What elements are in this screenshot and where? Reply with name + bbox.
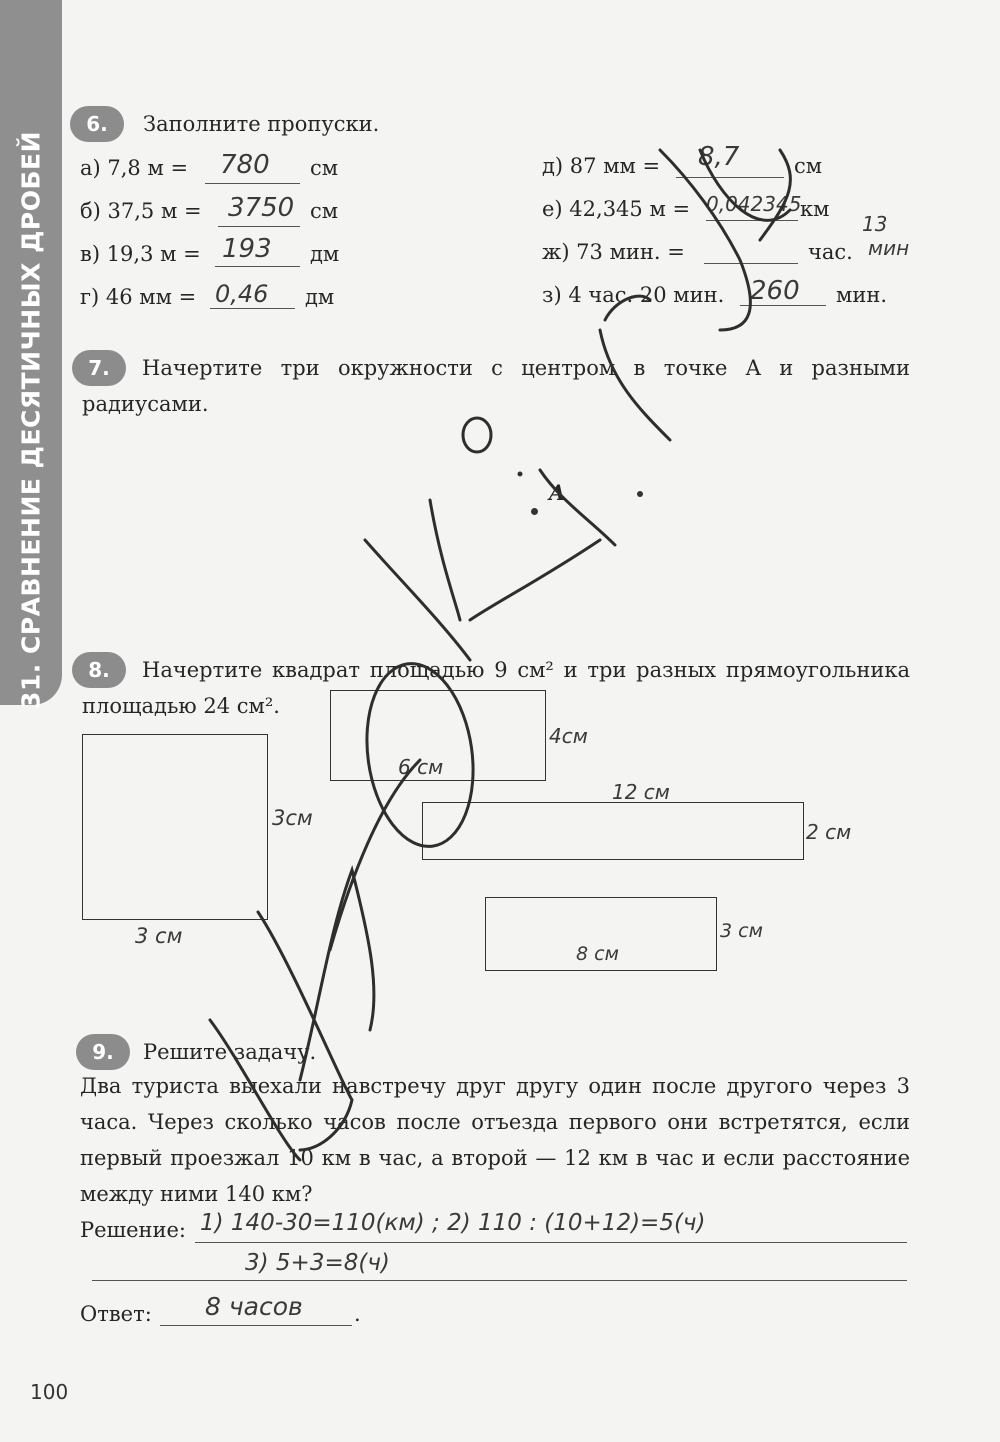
task6-item-d-blank[interactable] [210, 308, 295, 309]
task6-number-badge: 6. [70, 106, 124, 142]
task6-item-f-blank[interactable] [706, 220, 798, 221]
task6-item-e-unit: см [794, 154, 823, 178]
task6-note-min: мин [868, 236, 910, 260]
task6-item-e-label: д) 87 мм = [542, 154, 661, 178]
task6-item-h-unit: мин. [836, 283, 888, 307]
rect2-top-label: 12 см [612, 780, 670, 804]
section-sidebar [0, 0, 62, 710]
task6-note-13: 13 [862, 212, 888, 236]
task7-point-label: A [549, 480, 566, 505]
answer-period: . [354, 1302, 361, 1326]
square-side-label: 3см [272, 806, 313, 830]
rect2-side-label: 2 см [806, 820, 852, 844]
task6-item-h-answer: 260 [750, 276, 800, 306]
task6-item-g-label: ж) 73 мин. = [542, 240, 685, 264]
task6-item-d-label: г) 46 мм = [80, 285, 197, 309]
task6-item-a-unit: см [310, 156, 339, 180]
rect1-bottom-label: 6 см [398, 755, 444, 779]
square-shape [82, 734, 268, 920]
rectangle-12x2 [422, 802, 804, 860]
task7-number-badge: 7. [72, 350, 126, 386]
task8-number-badge: 8. [72, 652, 126, 688]
task7-text: Начертите три окружности с центром в точке A и разными радиусами. [82, 356, 910, 416]
rect1-side-label: 4см [549, 724, 588, 748]
task6-item-f-label: е) 42,345 м = [542, 197, 691, 221]
answer-label: Ответ: [80, 1302, 152, 1326]
task6-item-c-label: в) 19,3 м = [80, 242, 201, 266]
task6-item-h-label: з) 4 час. 20 мин. [542, 283, 725, 307]
task9-title: Решите задачу. [143, 1040, 317, 1064]
task6-item-d-answer: 0,46 [215, 280, 269, 308]
rect3-bottom-label: 8 см [576, 943, 619, 965]
task6-item-b-label: б) 37,5 м = [80, 199, 202, 223]
task6-item-a-blank[interactable] [205, 183, 300, 184]
task6-item-c-blank[interactable] [215, 266, 300, 267]
task6-item-d-unit: дм [305, 285, 335, 309]
task6-item-f-unit: км [800, 197, 830, 221]
task6-item-b-unit: см [310, 199, 339, 223]
section-title: 31. СРАВНЕНИЕ ДЕСЯТИЧНЫХ ДРОБЕЙ [16, 130, 46, 710]
task6-item-a-label: а) 7,8 м = [80, 156, 189, 180]
task6-item-f-answer: 0,042345 [706, 192, 802, 216]
task6-item-e-blank[interactable] [676, 177, 784, 178]
task6-title: Заполните пропуски. [143, 112, 380, 136]
square-bottom-label: 3 см [135, 924, 183, 948]
task6-item-g-unit: час. [808, 240, 853, 264]
rect3-side-label: 3 см [720, 920, 763, 942]
task6-item-b-blank[interactable] [218, 226, 300, 227]
task6-item-e-answer: 8,7 [698, 142, 740, 172]
page-number: 100 [30, 1380, 69, 1404]
solution-text-1: 1) 140-30=110(км) ; 2) 110 : (10+12)=5(ч) [200, 1210, 706, 1236]
task9-text: Два туриста выехали навстречу друг другу один после другого через 3 часа. Через сколько часов после отъезда первого они встретятся, если первый проезжал 10 км в час, а второй — 12 км в час и если расстояние между ними 140 км? [80, 1074, 910, 1206]
task6-item-g-blank[interactable] [704, 263, 798, 264]
task6-item-b-answer: 3750 [228, 193, 295, 223]
task6-item-a-answer: 780 [220, 150, 270, 180]
answer-line[interactable] [160, 1325, 352, 1326]
task6-item-c-unit: дм [310, 242, 340, 266]
solution-line-2[interactable] [92, 1280, 907, 1281]
task9-number-badge: 9. [76, 1034, 130, 1070]
task7-point-a [531, 508, 538, 515]
task6-item-c-answer: 193 [222, 234, 272, 264]
answer-value: 8 часов [205, 1292, 303, 1321]
solution-line-1[interactable] [195, 1242, 907, 1243]
solution-text-2: 3) 5+3=8(ч) [245, 1250, 390, 1276]
task8-text: Начертите квадрат площадью 9 см² и три разных прямоугольника площадью 24 см². [82, 658, 910, 718]
solution-label: Решение: [80, 1218, 187, 1242]
